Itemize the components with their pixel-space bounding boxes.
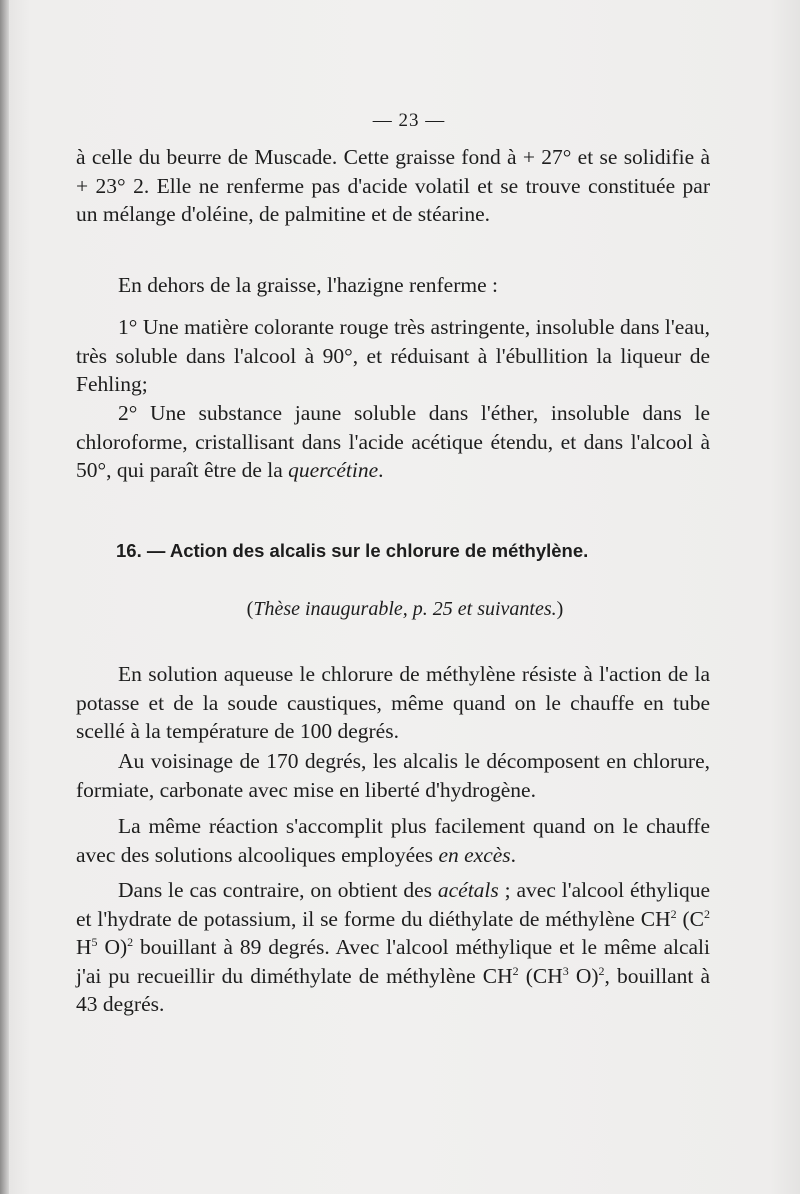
paragraph-text: bouillant à 89 degrés. Avec l'alcool méthylique et le même alcali j'ai pu recueillir du diméthylate de méthylène CH — [76, 935, 710, 988]
paragraph-coloring-matter: 1° Une matière colorante rouge très astringente, insoluble dans l'eau, très soluble dans l'alcool à 90°, et réduisant à l'ébullition la liqueur de Fehling; — [76, 315, 710, 396]
section-number: 16. — [116, 540, 142, 561]
subscript-digit: 5 — [91, 934, 98, 949]
paragraph-alcoholic-solutions — [76, 812, 710, 869]
section-title: Action des alcalis sur le chlorure de méthylène. — [169, 540, 589, 561]
paragraph-aqueous-solution: En solution aqueuse le chlorure de méthylène résiste à l'action de la potasse et de la soude caustiques, même quand on le chauffe en tube scellé à la température de 100 degrés. — [76, 662, 710, 743]
paragraph-yellow-substance — [76, 399, 710, 485]
page-number: — 23 — — [372, 110, 446, 131]
italic-term: en excès — [438, 842, 511, 867]
paragraph-text: (C — [676, 906, 704, 931]
subscript-digit: 2 — [670, 906, 677, 921]
italic-term: quercétine — [288, 458, 379, 482]
section-dash: — — [146, 540, 166, 561]
paragraph-text: Dans le cas contraire, on obtient des — [118, 878, 438, 902]
paragraph-text: La même réaction s'accomplit plus facilement quand on le chauffe avec des solutions alcooliques employées — [76, 814, 710, 867]
paragraph-text: . — [510, 842, 517, 867]
paragraph-fat-properties: à celle du beurre de Muscade. Cette graisse fond à + 27° et se solidifie à + 23° 2. Elle ne renferme pas d'acide volatil et se trouve constituée par un mélange d'oléine, de palmitine et de stéarine. — [76, 145, 710, 226]
subscript-digit: 2 — [704, 906, 710, 921]
subscript-digit: 2 — [127, 934, 134, 949]
subtitle-paren: ) — [556, 598, 564, 620]
subscript-digit: 2 — [598, 963, 605, 978]
paragraph-text: . — [378, 458, 384, 482]
paragraph-text: 2° Une substance jaune soluble dans l'éther, insoluble dans le chloroforme, cristallisant dans l'acide acétique étendu, et dans l'alcool à 50°, qui paraît être de la — [76, 401, 710, 482]
subscript-digit: 2 — [512, 963, 519, 978]
subscript-digit: 3 — [562, 963, 569, 978]
paragraph-text: ; avec l'alcool éthylique et l'hydrate de potassium, il se forme du diéthylate de méthylène CH — [76, 878, 710, 931]
section-subtitle — [0, 596, 800, 622]
paragraph-acetals — [76, 876, 710, 1019]
section-heading — [116, 538, 716, 564]
paragraph-text: H — [76, 935, 92, 959]
paragraph-text: O) — [97, 935, 128, 959]
italic-term: acétals — [437, 878, 499, 902]
paragraph-besides-fat: En dehors de la graisse, l'hazigne renferme : — [118, 273, 498, 297]
subtitle-reference: Thèse inaugurable, p. 25 et suivantes. — [253, 598, 557, 620]
paragraph-170-degrees: Au voisinage de 170 degrés, les alcalis le décomposent en chlorure, formiate, carbonate avec mise en liberté d'hydrogène. — [76, 749, 710, 802]
subtitle-paren: ( — [246, 598, 254, 620]
paragraph-text: , bouillant à 43 degrés. — [76, 963, 711, 1016]
paragraph-text: O) — [568, 963, 599, 988]
paragraph-text: (CH — [518, 963, 563, 988]
